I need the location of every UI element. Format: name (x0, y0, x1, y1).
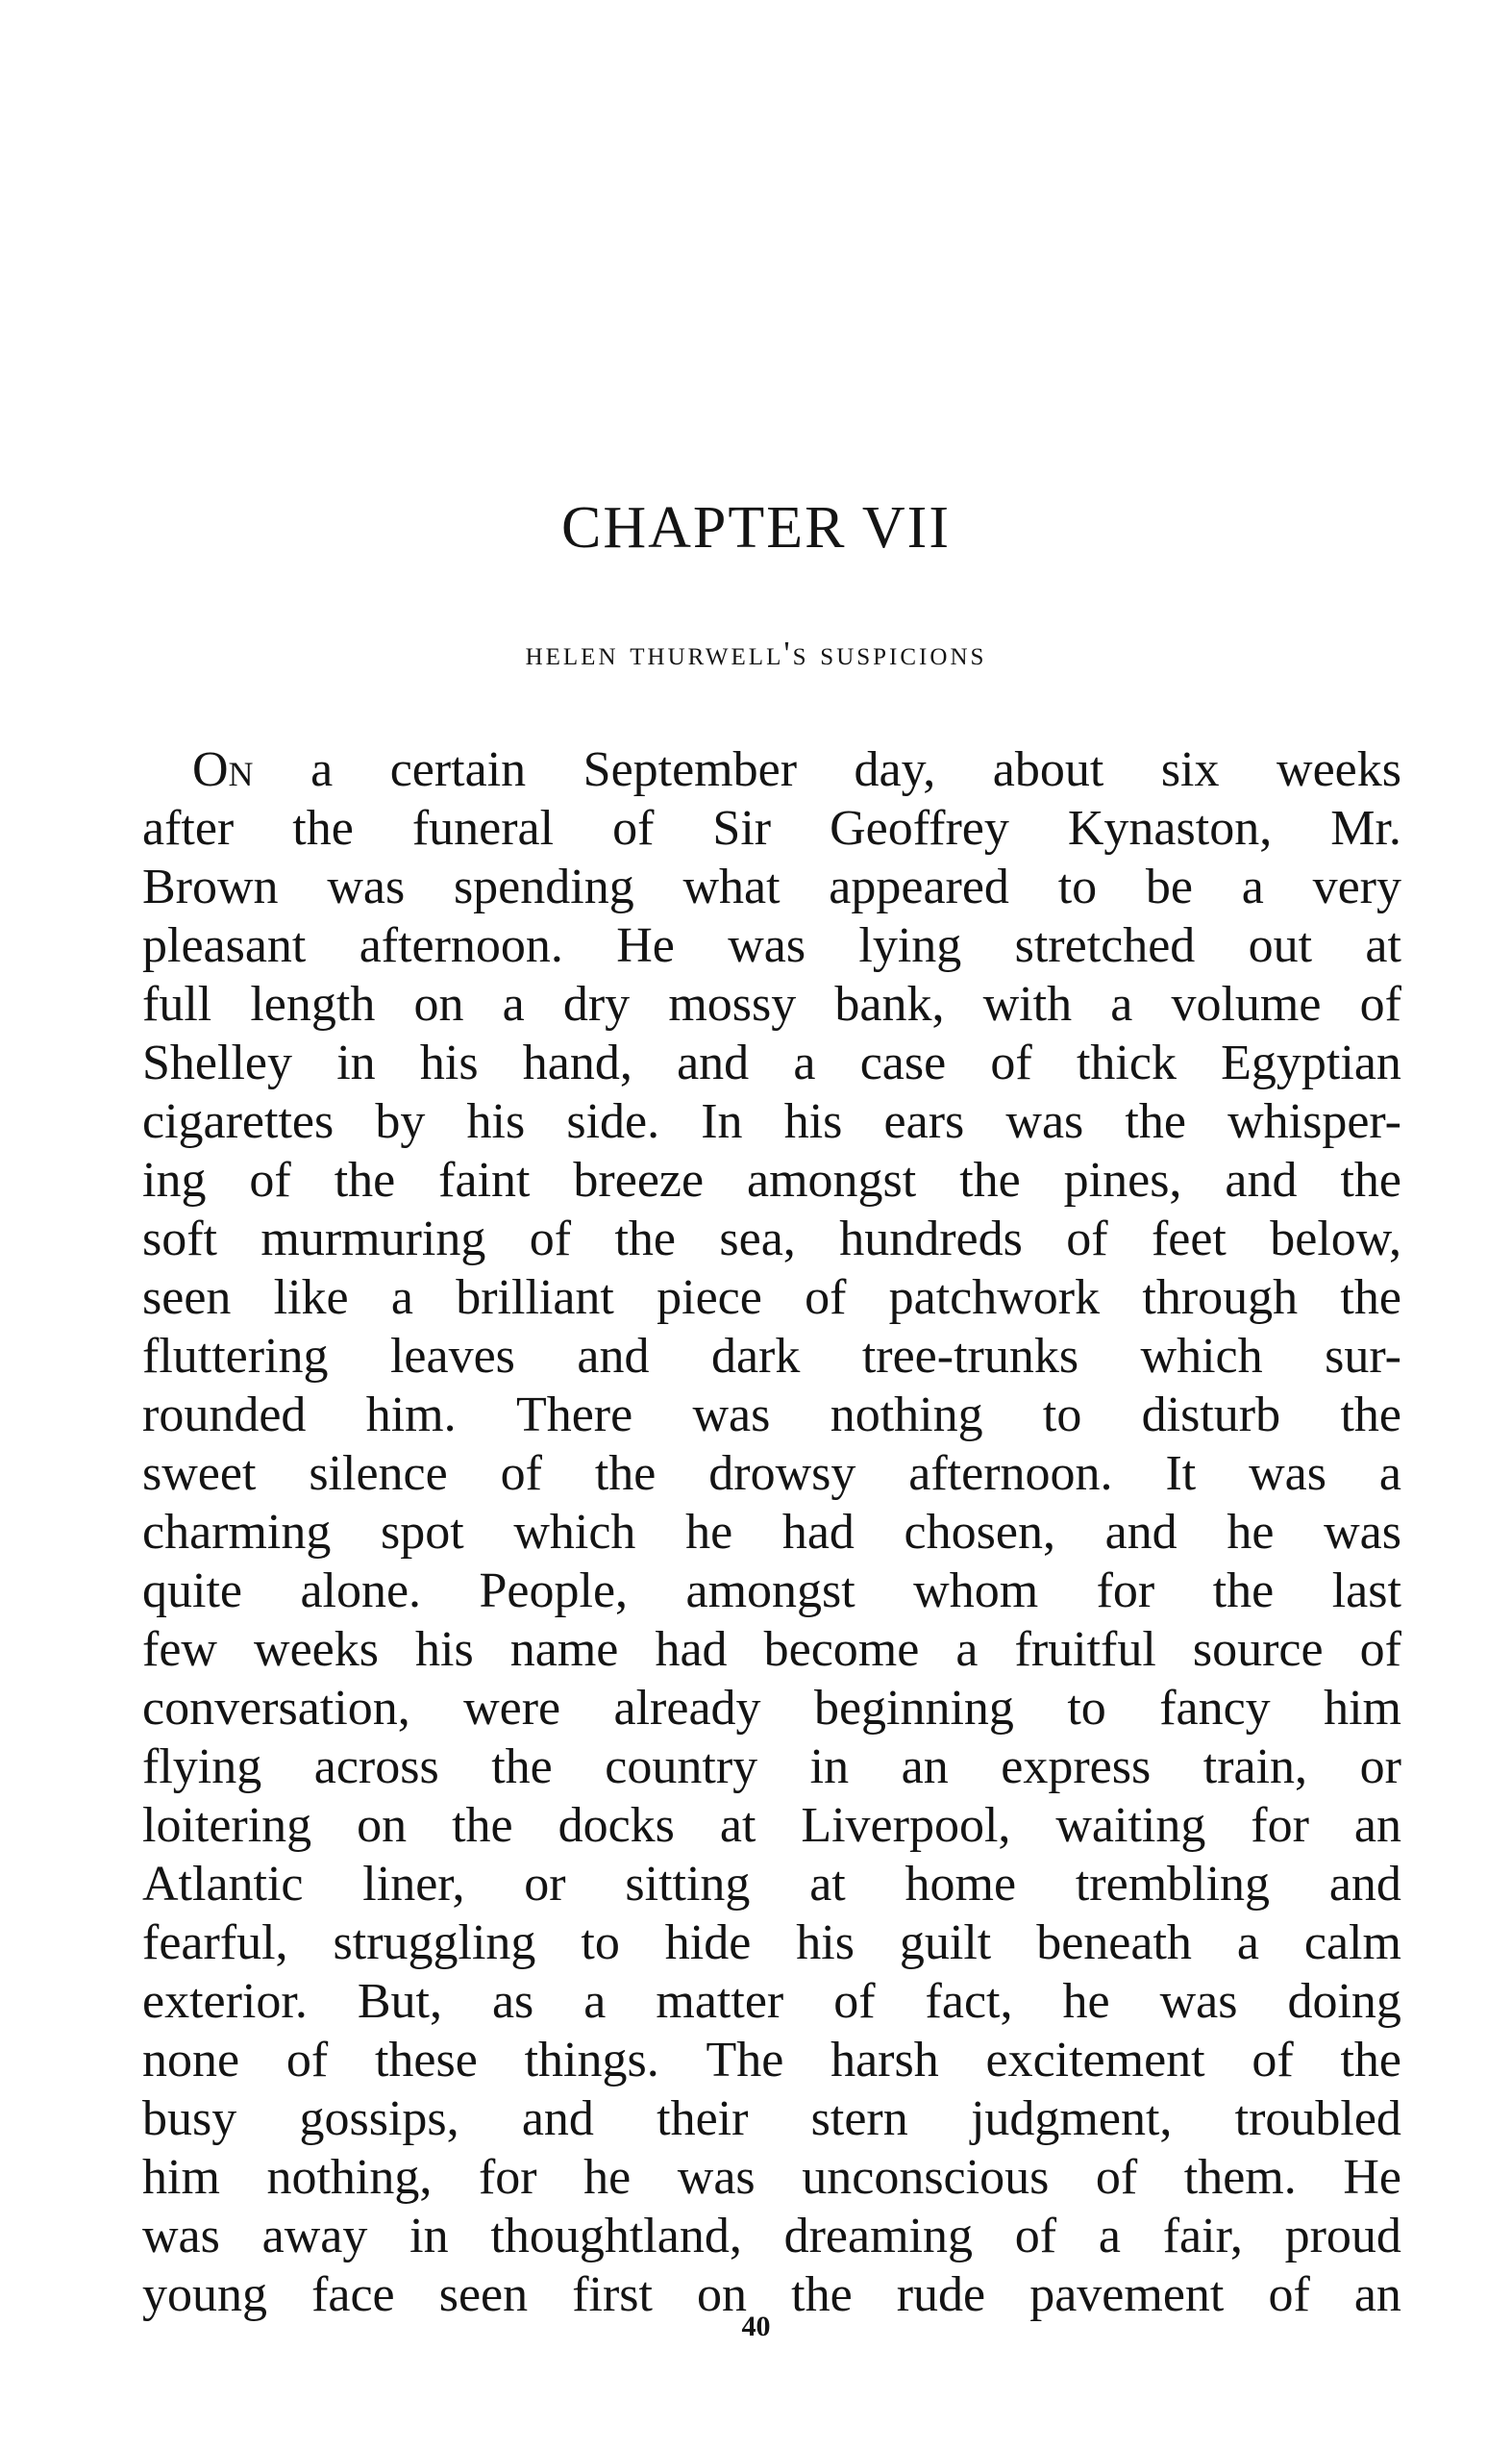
text-line: him nothing, for he was unconscious of them. He (142, 2150, 1401, 2205)
text-line: flying across the country in an express train, or (142, 1739, 1401, 1794)
text-line: Shelley in his hand, and a case of thick Egyptian (142, 1036, 1401, 1090)
text-line: ing of the faint breeze amongst the pines, and the (142, 1153, 1401, 1208)
text-line: fearful, struggling to hide his guilt beneath a calm (142, 1915, 1401, 1970)
text-line: after the funeral of Sir Geoffrey Kynaston, Mr. (142, 801, 1401, 856)
text-line: Brown was spending what appeared to be a very (142, 860, 1401, 914)
text-line: On a certain September day, about six weeks (192, 742, 1401, 797)
text-line: few weeks his name had become a fruitful source of (142, 1622, 1401, 1677)
text-line: full length on a dry mossy bank, with a volume of (142, 977, 1401, 1032)
text-line: sweet silence of the drowsy afternoon. It was a (142, 1446, 1401, 1501)
text-line: quite alone. People, amongst whom for the last (142, 1563, 1401, 1618)
text-line: pleasant afternoon. He was lying stretched out at (142, 918, 1401, 973)
text-line: rounded him. There was nothing to disturb the (142, 1388, 1401, 1442)
body-text (142, 740, 1401, 2324)
text-line: Atlantic liner, or sitting at home trembling and (142, 1857, 1401, 1912)
text-line: fluttering leaves and dark tree-trunks which sur- (142, 1329, 1401, 1384)
text-line: conversation, were already beginning to fancy him (142, 1681, 1401, 1736)
text-line: seen like a brilliant piece of patchwork through the (142, 1270, 1401, 1325)
text-line: busy gossips, and their stern judgment, troubled (142, 2091, 1401, 2146)
text-line: young face seen first on the rude pavement of an (142, 2267, 1401, 2322)
text-line: none of these things. The harsh excitement of the (142, 2033, 1401, 2088)
chapter-title: CHAPTER VII (561, 495, 951, 561)
chapter-subtitle: helen thurwell's suspicions (525, 635, 987, 672)
page-number: 40 (741, 2311, 771, 2342)
text-line: loitering on the docks at Liverpool, waiting for an (142, 1798, 1401, 1853)
text-line: soft murmuring of the sea, hundreds of feet below, (142, 1212, 1401, 1266)
text-line: was away in thoughtland, dreaming of a fair, proud (142, 2209, 1401, 2263)
text-line: charming spot which he had chosen, and he was (142, 1505, 1401, 1560)
text-line: cigarettes by his side. In his ears was the whisper- (142, 1094, 1401, 1149)
text-line: exterior. But, as a matter of fact, he was doing (142, 1974, 1401, 2029)
